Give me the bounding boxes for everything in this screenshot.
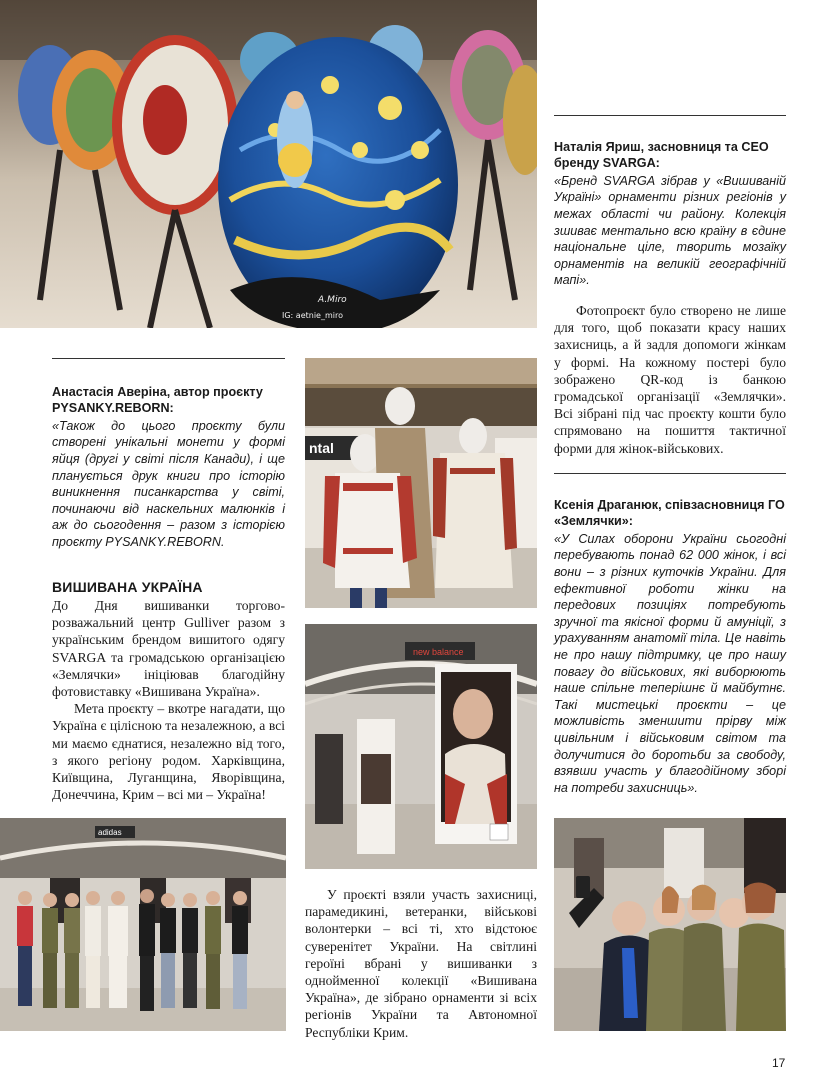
quote-averina (52, 384, 285, 551)
svg-text:ntal: ntal (309, 440, 334, 456)
paragraph-text: Фотопроєкт було створено не лише для того, щоб показати красу наших захисниць, а й задля допомоги жінкам у формі. На кожному постері було зображено QR-код із банкою громадської організації «Землячки». Всі зібрані під час проєкту кошти було спрямовано на пошиття тактичної форми для жінок-військових. (554, 303, 786, 456)
svg-text:IG: aetnie_miro: IG: aetnie_miro (282, 311, 343, 320)
quote-author: Анастасія Аверіна, автор проєкту PYSANKY.REBORN: (52, 385, 263, 416)
section-paragraph-1: До Дня вишиванки торгово-розважальний центр Gulliver разом з українським брендом вишитого одягу SVARGA та громадською організацією «Землячки» ініціював благодійну фотовиставку «Вишивана Україна». (52, 598, 285, 700)
quote-draganiuk (554, 497, 786, 796)
divider-top-right (554, 115, 786, 116)
svg-text:A.Miro: A.Miro (318, 295, 347, 305)
easter-eggs-photo (0, 0, 537, 328)
mannequins-photo (305, 358, 537, 608)
divider-right-middle (554, 473, 786, 474)
selfie-photo (554, 818, 786, 1031)
quote-text: «У Силах оборони України сьогодні перебувають понад 62 000 жінок, і всі вони – з різних куточків України. Для ефективної роботи жінки на передових позиціях потребують зручної та якісної форми й амуніції, з урахуванням анатомії тіла. Це навіть не про нашу підтримку, це про нашу повагу до військових, які виборюють наше спільне теперішнє й майбутнє. Такі мистецькі проєкти – це можливість зменшити прірву між цивільним і військовим світом та долучитися до боротьби за свободу, взявши участь у благодійному зборі на потреби захисниць». (554, 531, 786, 795)
section-body (52, 597, 285, 803)
quote-author: Ксенія Драганюк, співзасновниця ГО «Землячки»: (554, 498, 785, 529)
participants-paragraph (305, 886, 537, 1041)
section-paragraph-2: Мета проєкту – вкотре нагадати, що Україна є цілісною та незалежною, а всі ми маємо єднатися, незалежно від того, з якого регіону родом. Харківщина, Київщина, Луганщина, Яворівщина, Донеччина, Крим – всі ми – Україна! (52, 701, 285, 803)
group-photo (0, 818, 286, 1031)
svg-text:new balance: new balance (413, 647, 464, 657)
paragraph-text: У проєкті взяли участь захисниці, парамедикині, ветеранки, військові волонтерки – всі ті, хто відстоює суверенітет України. На світлині героїні вбрані у вишиванки з однойменної колекції «Вишивана Україна», де зібрано орнаменти зі всіх регіонів України та Автономної Республіки Крим. (305, 887, 537, 1040)
section-heading: ВИШИВАНА УКРАЇНА (52, 579, 203, 595)
quote-author: Наталія Яриш, засновниця та CEO бренду SVARGA: (554, 140, 769, 171)
quote-text: «Також до цього проєкту були створені унікальні монети у формі яйця (другі у світі після Канади), і ще планується друк книги про історію виникнення писанкарства у світі, починаючи від наскельних малюнків і аж до сьогодення – разом з історією проєкту PYSANKY.REBORN. (52, 418, 285, 549)
page-number: 17 (772, 1056, 786, 1070)
quote-text: «Бренд SVARGA зібрав у «Вишиваній Україні» орнаменти різних регіонів у межах області чи району. Колекція зшиває ментально всю країну в єдине національне ціле, творить мозаїку орнаментів на великій географічній мапі». (554, 173, 786, 288)
photoproject-paragraph (554, 302, 786, 457)
exhibition-hall-photo (305, 624, 537, 869)
quote-yarysh (554, 139, 786, 289)
svg-text:adidas: adidas (98, 828, 122, 837)
divider-left (52, 358, 285, 359)
